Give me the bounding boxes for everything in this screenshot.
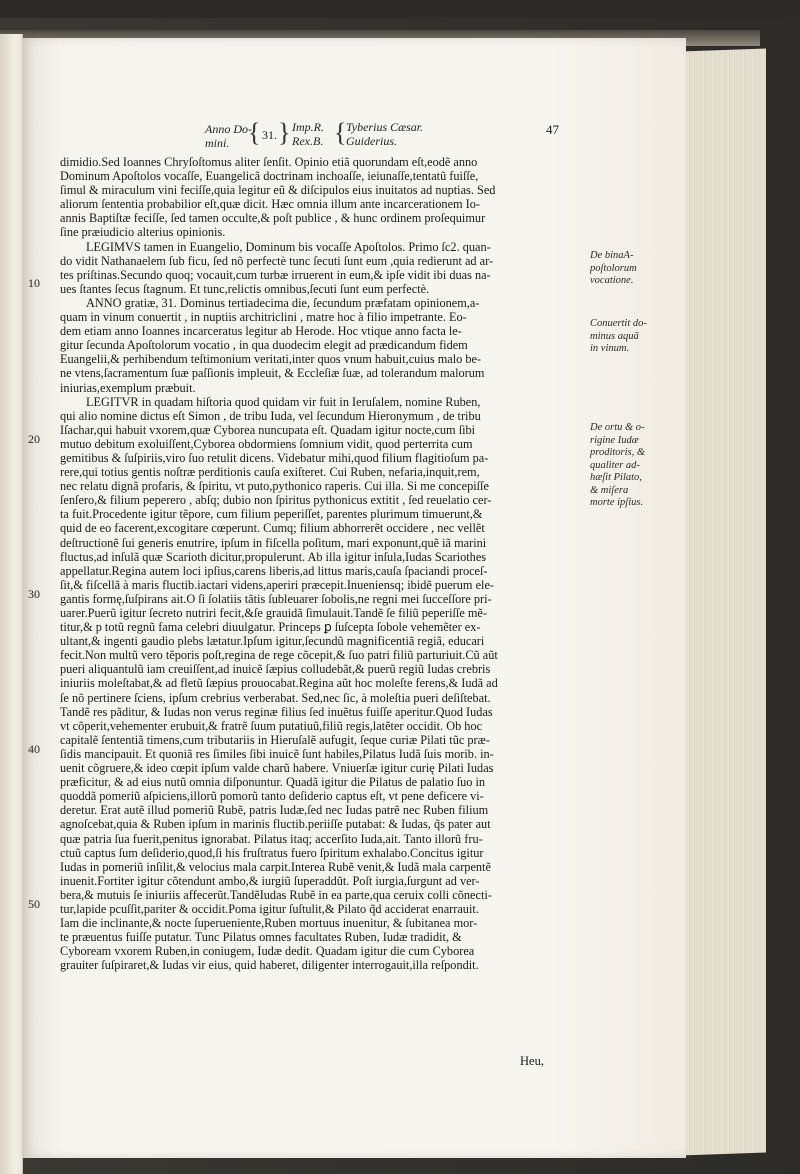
text-line: quam in vinum conuertit , in nuptiis architriclini , matre hoc à filio impetrante. Eo- <box>60 310 467 325</box>
text-line: uarer.Puerũ igitur ſecreto nutriri fecit,&ſe grauidã ſimulauit.Tandẽ ſe filiũ peperiſſe mẽ- <box>60 606 487 620</box>
text-line: pueri aliquantulũ iam creuiſſent,ad inuicẽ ſæpius colludebãt,& puerũ regiũ Iudas crebris <box>60 662 491 677</box>
header-rulers: Tyberius Cæsar. Guiderius. <box>346 120 424 148</box>
text-line: Euangelii,& perhibendum teſtimonium veritati,inter quos vnum habuit,cuius malo be- <box>60 352 482 367</box>
header-brace-right: { <box>334 118 347 147</box>
catchword: Heu, <box>520 1054 544 1068</box>
text-line: Tandẽ res pãditur, & Iudas non verus reginæ filius ſed inuẽtus fuiſſe aperitur.Quod Iudas <box>60 704 493 719</box>
text-line: iniuriis moleſtabat,& ad fletũ ſæpius prouocabat.Regina aũt hoc moleſte ferens,& Iudã ad <box>60 676 498 691</box>
text-line: appellatur.Regina autem loci ipſius,carens liberis,ad littus maris,cauſa ſpaciandi proceſ- <box>60 563 488 578</box>
text-line: iniurias,exemplum præbuit. <box>60 380 196 395</box>
text-line: deſtructionẽ ſui generis enutrire, ipſum in fiſcella poſitum, mari exponunt,quẽ iã marini <box>60 535 487 550</box>
text-line: ſit,& fiſcellã à maris fluctib.iactari videns,aperiri præcepit.Inueniensq; ibidẽ puerum ele- <box>60 577 494 592</box>
text-line: gitur ſecunda Apoſtolorum vocatio , in qua duodecim elegit ad prædicandum fidem <box>60 338 468 353</box>
text-line: te præuentus fuiſſe putatur. Tunc Pilatus omnes facultates Ruben, Iudæ tradidit, & <box>60 930 462 945</box>
text-line: ta fuit.Procedente igitur tẽpore, cum filium peperiſſet, parentes plurimum timuerunt,& <box>60 507 483 522</box>
facing-page-edge <box>0 34 23 1174</box>
text-line: gemitibus & ſuſpiriis,viro ſuo retulit dicens. Videbatur mihi,quod filium flagitioſum pa- <box>60 450 489 465</box>
text-line: ANNO gratiæ, 31. Dominus tertiadecima die, ſecundum præfatam opinionem,a- <box>86 295 480 310</box>
header-year: 31. <box>262 128 277 142</box>
text-line: inuenit.Fortiter igitur cõtendunt ambo,& iurgiũ ſuperaddũt. Poſt iurgia,ſurgunt ad ver- <box>60 873 480 888</box>
text-line: Dominum Apoſtolos vocaſſe, Euangelicã doctrinam inchoaſſe, ieiunaſſe,tentatũ fuiſſe, <box>60 169 479 184</box>
header-brace-left: { <box>248 118 261 147</box>
text-line: deretur. Erat autẽ illud pomeriũ Rubẽ, patris Iudæ,ſed nec Iudas patrẽ nec Ruben filium <box>60 803 489 818</box>
text-line: Iudas in pomeriũ inſilit,& velocius mala carpit.Interea Rubẽ venit,& Iudã mala carpentẽ <box>60 859 491 874</box>
text-line: ne vtens,ſacramentum ſuæ paſſionis impleuit, & Eccleſiæ ſuæ, ad tolerandum malorum <box>60 366 485 381</box>
text-line: aliorum ſententia probabilior eſt,quæ dicit. Hæc omnia illum ante incarcerationem Io- <box>60 197 481 212</box>
text-line: dem etiam anno Ioannes incarceratus legitur ab Herode. Hoc vtique anno facta le- <box>60 324 462 339</box>
text-line: ſine præiudicio alterius opinionis. <box>60 225 226 240</box>
text-line: quid de eo facerent,excogitare cœperunt. Cumq; filium abhorrerẽt occidere , nec vellẽt <box>60 521 485 536</box>
header-brace-mid: } <box>278 118 291 147</box>
text-line: mutuo debitum exoluiſſent,Cyborea obdormiens ſomnium vidit, quod perterrita cum <box>60 436 473 451</box>
text-line: LEGIMVS tamen in Euangelio, Dominum bis vocaſſe Apoſtolos. Primo ſc2. quan- <box>86 239 491 254</box>
text-line: ſimul & miraculum vini feciſſe,quia legitur eũ & diſcipulos eius inuitatos ad nuptias. Sed <box>60 183 496 198</box>
text-line: vt cõperit,vehementer erubuit,& fratrẽ ſuum putatiuũ,filiũ regis,latẽter occidit. Ob hoc <box>60 718 483 733</box>
text-line: agnoſcebat,quia & Ruben ipſum in marinis fluctib.periiſſe putabat: & Iudas, q̃s pater aut <box>60 817 491 832</box>
text-line: Iſachar,qui habuit vxorem,quæ Cyborea nuncupata eſt. Quadam igitur nocte,cum ſibi <box>60 422 476 437</box>
body-text <box>60 155 618 972</box>
text-line: ctuũ captus ſum deſiderio,quod,ſi his fruſtratus fuero ſpiritum exhalabo.Concitus igitur <box>60 845 484 860</box>
line-number: 50 <box>28 897 40 911</box>
page-block-edge <box>678 48 766 1155</box>
text-line: uenit cõgruere,& ideo cœpit ipſum valde charũ habere. Vniuerſæ igitur curię Pilati Iudas <box>60 761 494 776</box>
text-line: nec relatu dignã profaris, & ſpiritu, vt puto,pythonico raperis. Cui illa. Si me concepiſſe <box>60 479 489 494</box>
line-number: 30 <box>28 587 40 601</box>
text-line: fluctus,ad inſulã quæ Scarioth dicitur,propulerunt. Ab illa igitur inſula,Iudas Scariothes <box>60 549 487 564</box>
line-number: 40 <box>28 742 40 756</box>
header-anno-domini: Anno Do- mini. <box>205 122 252 150</box>
line-number: 10 <box>28 276 40 290</box>
running-header <box>150 118 600 152</box>
text-line: dimidio.Sed Ioannes Chryſoſtomus aliter ſenſit. Opinio etiã quorundam eſt,eodẽ anno <box>60 155 478 169</box>
text-line: tur,lapide pcuſſit,pariter & occidit.Poma igitur ſuſtulit,& Pilato q̃d acciderat enarrauit. <box>60 901 479 916</box>
text-line: Cyboream vxorem Ruben,in coniugem, Iudæ dedit. Quadam igitur die cum Cyborea <box>60 944 475 959</box>
text-line: rere,qui totius gentis noſtræ perditionis cauſa exiſteret. Cui Ruben, nefaria,inquit,rem, <box>60 465 480 480</box>
margin-note: Conuertit do- minus aquã in vinum. <box>590 318 647 354</box>
text-line: fecit.Non multũ vero tẽporis poſt,regina de rege cõcepit,& ſuo patri filiũ parturiuit.Cũ aũt <box>60 648 498 663</box>
text-line: do vidit Nathanaelem ſub ficu, ſed nõ perfectè tunc ſecuti ſunt eum ,quia redierunt ad ar- <box>60 253 494 268</box>
text-line: ſe nõ pertinere ſciens, ipſum crebrius verberabat. Sed,nec ſic, à moleſtia pueri deſiſtebat. <box>60 690 491 705</box>
text-line: ultant,& ingenti gaudio plebs lætatur.Ipſum igitur,ſecundũ magnificentiã regiã, educari <box>60 634 485 649</box>
text-line: capitalẽ ſententiã timens,cum tributariis in Hieruſalẽ aufugit, ſeque curiæ Pilati tũc præ- <box>60 732 490 747</box>
line-number: 20 <box>28 432 40 446</box>
text-line: LEGITVR in quadam hiſtoria quod quidam vir fuit in Ieruſalem, nomine Ruben, <box>86 394 481 409</box>
text-line: titur,& p totũ regnũ fama celebri diuulgatur. Princeps ꝑ ſuſcepta ſobole vehemẽter ex- <box>60 620 481 635</box>
margin-note: De ortu & o- rigine Iudæ proditoris, & qualiter ad- hæſit Pilato, & miſera morte ipſius. <box>590 422 646 508</box>
text-line: bera,& mutuis ſe iniuriis affecerũt.TandẽIudas Rubẽ in ea parte,qua ceruix colli cõnecti- <box>60 887 492 902</box>
header-titles: Imp.R. Rex.B. <box>292 120 324 148</box>
text-line: ſenſero,& filium peperero , abſq; dubio non ſpiritus pythonicus extitit , ſed reuelatio cer- <box>60 493 492 508</box>
text-line: qui alio nomine dictus eſt Simon , de tribu Iuda, vel ſecundum Hieronymum , de tribu <box>60 408 481 423</box>
text-line: annis Baptiſtæ feciſſe, ſed tamen occulte,& poſt publice , & hunc ordinem proſequimur <box>60 211 486 226</box>
text-line: tes priſtinas.Secundo quoq; vocauit,cum turbæ irruerent in eum,& ipſe vidit ibi duas na- <box>60 267 491 282</box>
text-line: ues ſtantes ſecus ſtagnum. Et tunc,relictis omnibus,ſecuti ſunt eum perfectè. <box>60 281 430 296</box>
text-line: grauiter ſuſpiraret,& Iudas vir eius, quid haberet, diligenter interrogauit,illa reſpondit. <box>60 958 479 973</box>
text-line: præficitur, & ad eius nutũ omnia diſponuntur. Quadã igitur die Pilatus de palatio ſuo in <box>60 775 486 790</box>
text-line: quoddã pomeriũ aſpiciens,illorũ pomorũ tanto deſiderio captus eſt, vt pene deficere vi- <box>60 789 484 804</box>
text-line: gantis formę,ſuſpirans ait.O ſi ſolatiis tãtis ſubleuarer ſobolis,ne regni mei ſucceſſore pri- <box>60 591 492 606</box>
text-line: Iam die inclinante,& nocte ſuperueniente,Ruben mortuus inuenitur, & ſubitanea mor- <box>60 916 478 931</box>
text-line: ſidis mancipauit. Et quoniã res ſimiles ſibi inuicẽ ſunt habiles,Pilatus Iudã ſuis morib. in- <box>60 746 494 761</box>
margin-note: De binaA- poſtolorum vocatione. <box>590 250 637 286</box>
page-number: 47 <box>546 122 559 137</box>
text-line: quæ patria ſua fuerit,penitus ignorabat. Pilatus itaq; accerſito Iuda,ait. Tanto illorũ fru- <box>60 831 483 846</box>
